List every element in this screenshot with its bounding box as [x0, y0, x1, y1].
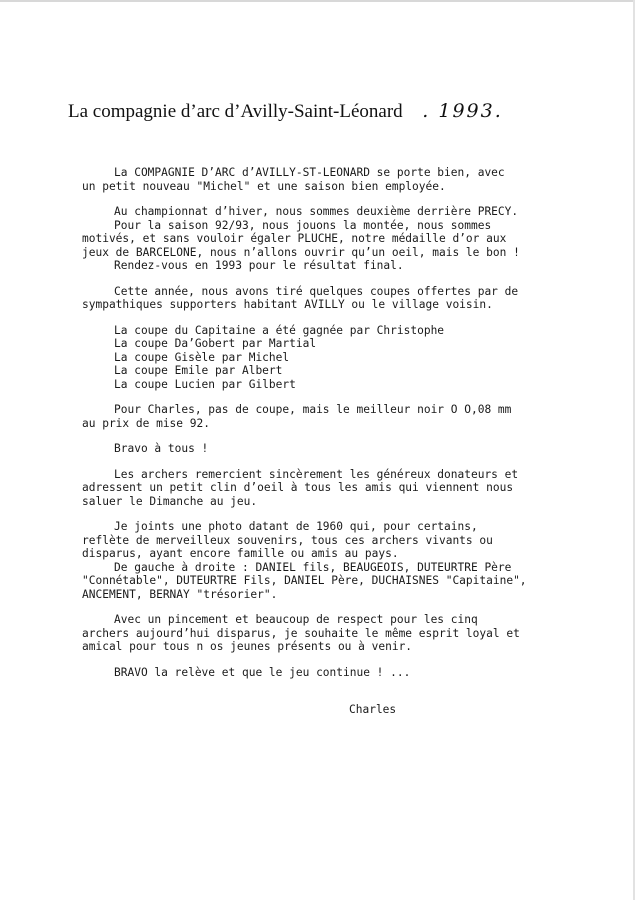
paragraph-line: Les archers remercient sincèrement les généreux donateurs et	[114, 467, 519, 481]
handwritten-year: . 1993.	[422, 100, 503, 122]
paragraph-line: Je joints une photo datant de 1960 qui, pour certains,	[114, 520, 478, 533]
title-row	[68, 100, 503, 123]
paragraph-line: De gauche à droite : DANIEL fils, BEAUGEOIS, DUTEURTRE Père	[114, 560, 512, 574]
paragraph-line: archers aujourd’hui disparus, je souhaite le même esprit loyal et	[82, 626, 520, 640]
paragraph-line: sympathiques supporters habitant AVILLY ou le village voisin.	[82, 298, 493, 311]
paragraph-line: un petit nouveau "Michel" et une saison bien employée.	[82, 179, 446, 193]
cup-list-item: La coupe Lucien par Gilbert	[114, 377, 296, 391]
paragraph-line: disparus, ayant encore famille ou amis au pays.	[82, 547, 399, 560]
cup-list-item: La coupe Emile par Albert	[114, 364, 283, 377]
paragraph-line: jeux de BARCELONE, nous n’allons ouvrir qu’un oeil, mais le bon !	[82, 245, 520, 259]
paragraph-line: amical pour tous n os jeunes présents ou à venir.	[82, 640, 413, 653]
letter-body	[82, 166, 592, 717]
paragraph-line: La COMPAGNIE D’ARC d’AVILLY-ST-LEONARD se porte bien, avec	[114, 166, 505, 179]
paragraph-line: adressent un petit clin d’oeil à tous les amis qui viennent nous	[82, 481, 514, 494]
paragraph-line: Pour la saison 92/93, nous jouons la montée, nous sommes	[114, 218, 492, 232]
cup-list-item: La coupe Gisèle par Michel	[114, 350, 290, 364]
paragraph-line: "Connétable", DUTEURTRE Fils, DANIEL Père, DUCHAISNES "Capitaine",	[82, 574, 527, 587]
cup-list-item: La coupe du Capitaine a été gagnée par Christophe	[114, 323, 445, 337]
paragraph-line: Au championnat d’hiver, nous sommes deuxième derrière PRECY.	[114, 205, 519, 218]
paragraph-line: motivés, et sans vouloir égaler PLUCHE, notre médaille d’or aux	[82, 232, 507, 245]
page-title: La compagnie d’arc d’Avilly-Saint-Léonard	[68, 101, 403, 122]
paragraph-line: Bravo à tous !	[114, 442, 209, 455]
paragraph-line: Rendez-vous en 1993 pour le résultat final.	[114, 259, 404, 272]
paragraph-line: saluer le Dimanche au jeu.	[82, 494, 258, 508]
scan-edge-top	[0, 0, 635, 2]
paragraph-line: au prix de mise 92.	[82, 416, 210, 430]
paragraph-line: reflète de merveilleux souvenirs, tous ces archers vivants ou	[82, 533, 493, 547]
paragraph-line: ANCEMENT, BERNAY "trésorier".	[82, 587, 278, 601]
paragraph-line: BRAVO la relève et que le jeu continue ! ...	[114, 665, 411, 679]
paragraph-line: Cette année, nous avons tiré quelques coupes offertes par de	[114, 284, 519, 298]
cup-list-item: La coupe Da’Gobert par Martial	[114, 337, 317, 350]
paragraph-line: Avec un pincement et beaucoup de respect pour les cinq	[114, 613, 478, 626]
paragraph-line: Pour Charles, pas de coupe, mais le meilleur noir O O,08 mm	[114, 403, 512, 416]
signature: Charles	[349, 703, 397, 716]
